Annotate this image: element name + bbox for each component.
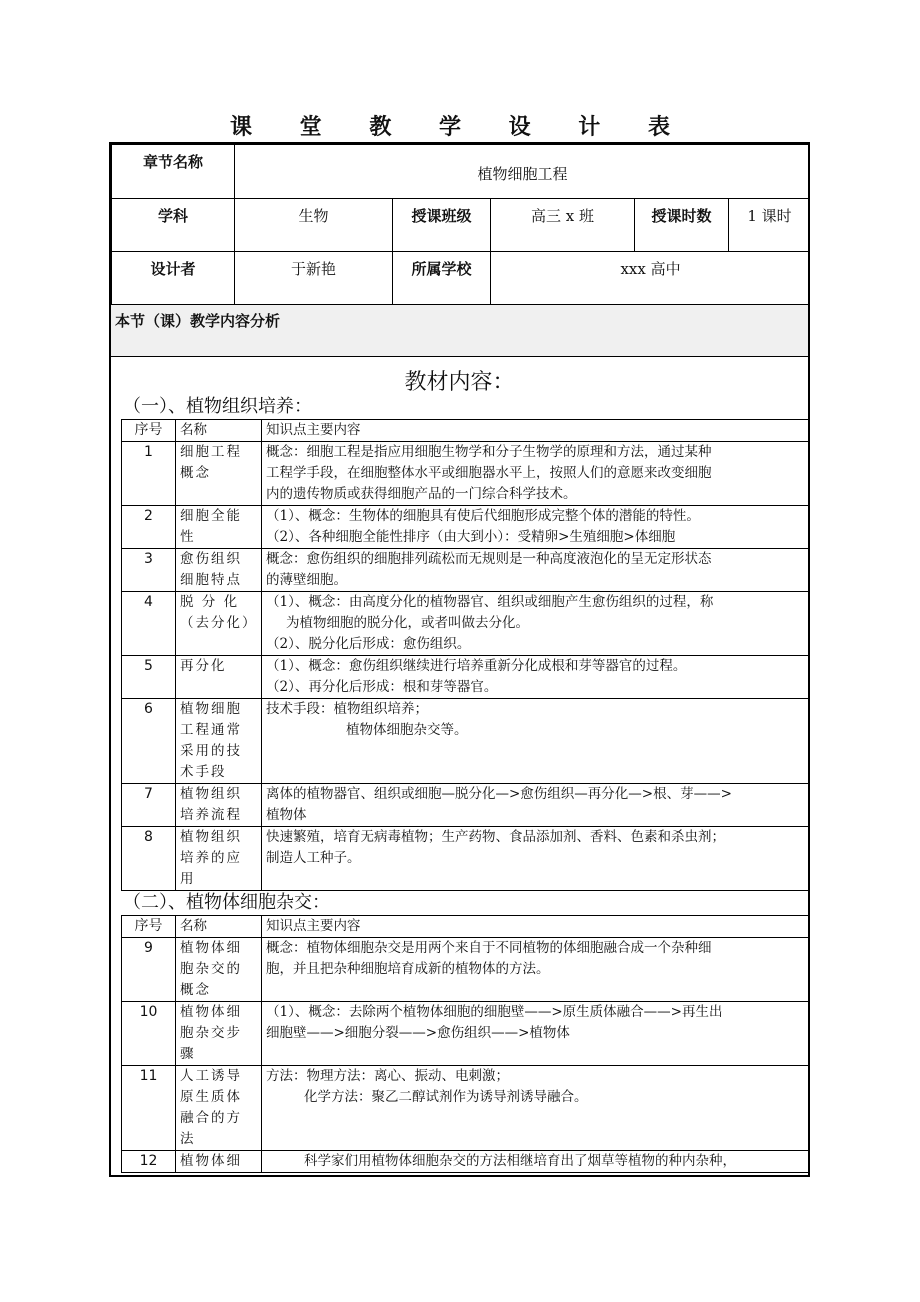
- content-line: 概念：植物体细胞杂交是用两个来自于不同植物的体细胞融合成一个杂种细: [266, 940, 712, 956]
- designer-value: 于新艳: [235, 252, 393, 305]
- row-content: [262, 656, 811, 699]
- table-row: [122, 1066, 811, 1151]
- content-line: 化学方法：聚乙二醇试剂作为诱导剂诱导融合。: [304, 1089, 588, 1105]
- row-number: 8: [122, 827, 176, 891]
- row-name: 再分化: [176, 656, 262, 699]
- row-content: [262, 784, 811, 827]
- content-line: 离体的植物器官、组织或细胞—脱分化—>愈伤组织—再分化—>根、芽——>: [266, 786, 732, 802]
- table-row: [122, 938, 811, 1002]
- tissue-culture-table: [121, 419, 810, 891]
- content-line: 制造人工种子。: [266, 850, 361, 866]
- subject-value: 生物: [235, 199, 393, 252]
- content-line: 方法：物理方法：离心、振动、电刺激；: [266, 1068, 509, 1084]
- content-line: 科学家们用植物体细胞杂交的方法相继培育出了烟草等植物的种内杂种，: [304, 1153, 736, 1169]
- row-number: 2: [122, 506, 176, 549]
- row-number: 12: [122, 1151, 176, 1173]
- hours-value: 1 课时: [729, 199, 811, 252]
- table-row: [122, 1151, 811, 1173]
- table-row: [122, 656, 811, 699]
- column-header: 知识点主要内容: [262, 420, 811, 442]
- content-line: （1）、概念：愈伤组织继续进行培养重新分化成根和芽等器官的过程。: [266, 658, 687, 674]
- row-name: 脱 分 化（去分化）: [176, 592, 262, 656]
- chapter-value: 植物细胞工程: [235, 145, 811, 199]
- table-row: [122, 506, 811, 549]
- content-line: （1）、概念：去除两个植物体细胞的细胞壁——>原生质体融合——>再生出: [266, 1004, 723, 1020]
- school-label: 所属学校: [393, 252, 491, 305]
- content-line: （1）、概念：生物体的细胞具有使后代细胞形成完整个体的潜能的特性。: [266, 508, 700, 524]
- section-title-tissue-culture: （一）、植物组织培养：: [123, 396, 312, 417]
- content-line: （1）、概念：由高度分化的植物器官、组织或细胞产生愈伤组织的过程，称: [266, 594, 714, 610]
- section-title-somatic-hybridization: （二）、植物体细胞杂交：: [123, 892, 330, 913]
- content-line: （2）、各种细胞全能性排序（由大到小）：受精卵>生殖细胞>体细胞: [266, 529, 676, 545]
- designer-label: 设计者: [112, 252, 235, 305]
- row-number: 3: [122, 549, 176, 592]
- row-number: 4: [122, 592, 176, 656]
- page-title: 课 堂 教 学 设 计 表: [230, 114, 690, 140]
- chapter-label: 章节名称: [112, 145, 235, 199]
- row-number: 11: [122, 1066, 176, 1151]
- content-line: 为植物细胞的脱分化，或者叫做去分化。: [286, 615, 529, 631]
- row-content: [262, 699, 811, 784]
- row-name: 人工诱导原生质体融合的方法: [176, 1066, 262, 1151]
- row-name: 细胞工程概念: [176, 442, 262, 506]
- row-content: [262, 506, 811, 549]
- row-name: 植物细胞工程通常采用的技术手段: [176, 699, 262, 784]
- content-line: （2）、再分化后形成：根和芽等器官。: [266, 679, 498, 695]
- row-number: 1: [122, 442, 176, 506]
- row-number: 7: [122, 784, 176, 827]
- content-line: 植物体: [266, 807, 307, 823]
- content-analysis-header: 本节（课）教学内容分析: [111, 305, 808, 357]
- column-header: 知识点主要内容: [262, 916, 811, 938]
- column-header: 序号: [122, 420, 176, 442]
- design-form: [109, 142, 810, 1177]
- table-row: [122, 1002, 811, 1066]
- row-content: [262, 938, 811, 1002]
- row-name: 愈伤组织细胞特点: [176, 549, 262, 592]
- row-content: [262, 827, 811, 891]
- row-number: 6: [122, 699, 176, 784]
- row-content: [262, 442, 811, 506]
- content-line: 内的遗传物质或获得细胞产品的一门综合科学技术。: [266, 486, 577, 502]
- table-row: [122, 592, 811, 656]
- content-line: 快速繁殖，培育无病毒植物；生产药物、食品添加剂、香料、色素和杀虫剂；: [266, 829, 725, 845]
- subject-label: 学科: [112, 199, 235, 252]
- table-row: [122, 784, 811, 827]
- content-line: 植物体细胞杂交等。: [346, 722, 468, 738]
- row-content: [262, 1066, 811, 1151]
- column-header: 名称: [176, 420, 262, 442]
- table-header-row: [122, 420, 811, 442]
- row-number: 10: [122, 1002, 176, 1066]
- content-line: 细胞壁——>细胞分裂——>愈伤组织——>植物体: [266, 1025, 570, 1041]
- row-content: [262, 549, 811, 592]
- table-row: [122, 699, 811, 784]
- column-header: 序号: [122, 916, 176, 938]
- row-name: 植物组织培养的应用: [176, 827, 262, 891]
- content-line: 的薄壁细胞。: [266, 572, 347, 588]
- row-name: 植物组织培养流程: [176, 784, 262, 827]
- table-row: [122, 442, 811, 506]
- row-number: 9: [122, 938, 176, 1002]
- class-label: 授课班级: [393, 199, 491, 252]
- table-row: [122, 827, 811, 891]
- row-number: 5: [122, 656, 176, 699]
- row-name: 植物体细: [176, 1151, 262, 1173]
- row-content: [262, 592, 811, 656]
- content-line: 工程学手段，在细胞整体水平或细胞器水平上，按照人们的意愿来改变细胞: [266, 465, 712, 481]
- row-name: 细胞全能性: [176, 506, 262, 549]
- content-title: 教材内容：: [404, 370, 515, 395]
- column-header: 名称: [176, 916, 262, 938]
- content-line: （2）、脱分化后形成：愈伤组织。: [266, 636, 471, 652]
- class-value: 高三 x 班: [491, 199, 635, 252]
- content-line: 胞，并且把杂种细胞培育成新的植物体的方法。: [266, 961, 550, 977]
- table-header-row: [122, 916, 811, 938]
- hours-label: 授课时数: [635, 199, 729, 252]
- content-line: 概念：细胞工程是指应用细胞生物学和分子生物学的原理和方法，通过某种: [266, 444, 712, 460]
- content-line: 概念：愈伤组织的细胞排列疏松而无规则是一种高度液泡化的呈无定形状态: [266, 551, 712, 567]
- content-line: 技术手段：植物组织培养；: [266, 701, 428, 717]
- row-name: 植物体细胞杂交步骤: [176, 1002, 262, 1066]
- row-content: [262, 1002, 811, 1066]
- row-name: 植物体细胞杂交的概念: [176, 938, 262, 1002]
- school-value: xxx 高中: [491, 252, 811, 305]
- header-table: [111, 144, 810, 305]
- row-content: [262, 1151, 811, 1173]
- somatic-hybridization-table: [121, 915, 810, 1173]
- table-row: [122, 549, 811, 592]
